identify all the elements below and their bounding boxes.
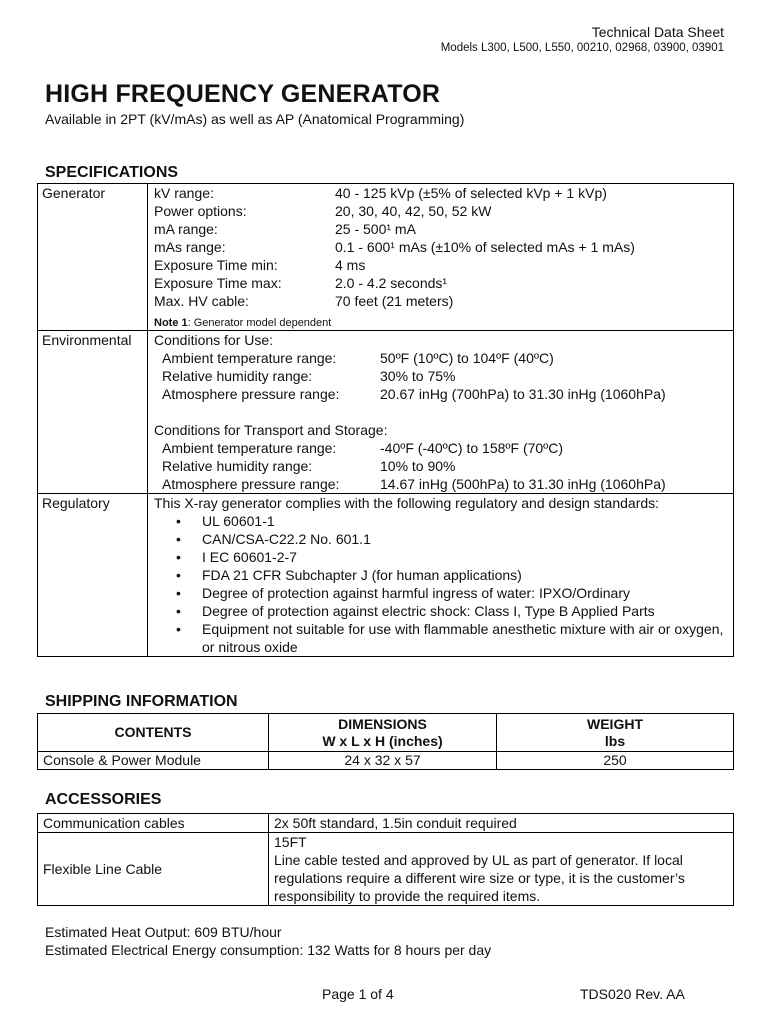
accessory-detail	[269, 833, 734, 906]
specifications-heading: SPECIFICATIONS	[45, 164, 179, 181]
accessory-detail-line: Line cable tested and approved by UL as part of generator. If local regulations require a different wire size or type, it is the customer’s responsibility to provide the required items.	[274, 852, 685, 904]
use-conditions-heading: Conditions for Use:	[154, 332, 274, 348]
accessory-detail	[269, 814, 734, 833]
condition-value: 10% to 90%	[380, 458, 456, 474]
spec-key: Exposure Time min:	[154, 257, 278, 273]
generator-row	[38, 184, 734, 331]
heat-output-note: Estimated Heat Output: 609 BTU/hour	[45, 924, 282, 940]
shipping-weight: 250	[497, 752, 734, 770]
environmental-label: Environmental	[38, 331, 148, 494]
spec-value: 20, 30, 40, 42, 50, 52 kW	[335, 203, 492, 219]
standard-item: • Equipment not suitable for use with flammable anesthetic mixture with air or oxygen, or nitrous oxide	[154, 620, 727, 656]
condition-row	[154, 349, 727, 367]
spec-value: 25 - 500¹ mA	[335, 221, 416, 237]
page-title: HIGH FREQUENCY GENERATOR	[45, 80, 441, 108]
generator-content	[148, 184, 734, 331]
spec-key: Power options:	[154, 203, 247, 219]
condition-value: 50ºF (10ºC) to 104ºF (40ºC)	[380, 350, 554, 366]
generator-note	[154, 316, 727, 330]
accessory-name: Communication cables	[38, 814, 269, 833]
col-weight	[497, 714, 734, 752]
regulatory-content	[148, 494, 734, 657]
spec-key: mA range:	[154, 221, 218, 237]
regulatory-intro: This X-ray generator complies with the following regulatory and design standards:	[154, 495, 660, 511]
spec-value: 4 ms	[335, 257, 366, 273]
shipping-row	[38, 752, 734, 770]
spec-row	[154, 274, 727, 292]
condition-key: Ambient temperature range:	[162, 440, 337, 456]
spec-value: 40 - 125 kVp (±5% of selected kVp + 1 kVp)	[335, 185, 607, 201]
shipping-heading: SHIPPING INFORMATION	[45, 693, 238, 710]
shipping-header-row	[38, 714, 734, 752]
standard-item: • Degree of protection against electric shock: Class I, Type B Applied Parts	[154, 602, 727, 620]
note-text: : Generator model dependent	[187, 317, 332, 329]
spec-value: 2.0 - 4.2 seconds¹	[335, 275, 448, 291]
spec-row	[154, 256, 727, 274]
col-dimensions-units: W x L x H (inches)	[322, 732, 443, 749]
models-label: Models L300, L500, L550, 00210, 02968, 03900, 03901	[440, 42, 724, 54]
document-reference: TDS020 Rev. AA	[580, 986, 685, 1002]
regulatory-row	[38, 494, 734, 657]
use-conditions-list	[154, 349, 727, 403]
shipping-dimensions: 24 x 32 x 57	[269, 752, 497, 770]
energy-consumption-note: Estimated Electrical Energy consumption: 132 Watts for 8 hours per day	[45, 942, 492, 958]
spec-row	[154, 202, 727, 220]
spec-value: 70 feet (21 meters)	[335, 293, 454, 309]
accessory-detail-line: 2x 50ft standard, 1.5in conduit required	[274, 815, 517, 831]
regulatory-label: Regulatory	[38, 494, 148, 657]
spec-key: Exposure Time max:	[154, 275, 282, 291]
spec-key: kV range:	[154, 185, 214, 201]
col-contents: CONTENTS	[38, 714, 269, 752]
condition-value: -40ºF (-40ºC) to 158ºF (70ºC)	[380, 440, 564, 456]
note-label: Note 1	[154, 317, 188, 329]
accessories-table	[37, 813, 734, 906]
spec-row	[154, 184, 727, 202]
condition-value: 30% to 75%	[380, 368, 456, 384]
accessory-row	[38, 833, 734, 906]
environmental-content	[148, 331, 734, 494]
condition-value: 14.67 inHg (500hPa) to 31.30 inHg (1060hPa)	[380, 476, 666, 492]
accessory-row	[38, 814, 734, 833]
shipping-contents: Console & Power Module	[38, 752, 269, 770]
standard-item: • Degree of protection against harmful ingress of water: IPXO/Ordinary	[154, 584, 727, 602]
standard-item: • I EC 60601-2-7	[154, 548, 727, 566]
regulatory-standards-list	[154, 512, 727, 656]
spec-row	[154, 220, 727, 238]
spec-value: 0.1 - 600¹ mAs (±10% of selected mAs + 1 mAs)	[335, 239, 635, 255]
environmental-row	[38, 331, 734, 494]
generator-spec-list	[154, 184, 727, 310]
doc-type-label: Technical Data Sheet	[591, 24, 724, 40]
col-weight-title: WEIGHT	[587, 715, 643, 732]
generator-label: Generator	[38, 184, 148, 331]
condition-value: 20.67 inHg (700hPa) to 31.30 inHg (1060hPa)	[380, 386, 666, 402]
document-header	[441, 24, 724, 56]
standard-item: • CAN/CSA-C22.2 No. 601.1	[154, 530, 727, 548]
specifications-table	[37, 183, 734, 657]
standard-item: • UL 60601-1	[154, 512, 727, 530]
col-dimensions	[269, 714, 497, 752]
condition-row	[154, 385, 727, 403]
condition-row	[154, 367, 727, 385]
spec-row	[154, 238, 727, 256]
condition-key: Atmosphere pressure range:	[162, 386, 340, 402]
col-weight-units: lbs	[604, 732, 626, 749]
standard-item: • FDA 21 CFR Subchapter J (for human applications)	[154, 566, 727, 584]
condition-key: Relative humidity range:	[162, 458, 313, 474]
spec-key: mAs range:	[154, 239, 226, 255]
condition-row	[154, 457, 727, 475]
col-dimensions-title: DIMENSIONS	[338, 715, 427, 732]
page-subtitle: Available in 2PT (kV/mAs) as well as AP (Anatomical Programming)	[45, 111, 465, 127]
shipping-table	[37, 713, 734, 770]
condition-row	[154, 439, 727, 457]
accessory-detail-line: 15FT	[274, 834, 307, 850]
transport-conditions-list	[154, 439, 727, 493]
condition-key: Atmosphere pressure range:	[162, 476, 340, 492]
page-number: Page 1 of 4	[322, 986, 394, 1002]
transport-conditions-heading: Conditions for Transport and Storage:	[154, 422, 388, 438]
condition-key: Relative humidity range:	[162, 368, 313, 384]
spec-key: Max. HV cable:	[154, 293, 249, 309]
accessory-name: Flexible Line Cable	[38, 833, 269, 906]
condition-key: Ambient temperature range:	[162, 350, 337, 366]
spec-row	[154, 292, 727, 310]
accessories-heading: ACCESSORIES	[45, 791, 162, 808]
condition-row	[154, 475, 727, 493]
